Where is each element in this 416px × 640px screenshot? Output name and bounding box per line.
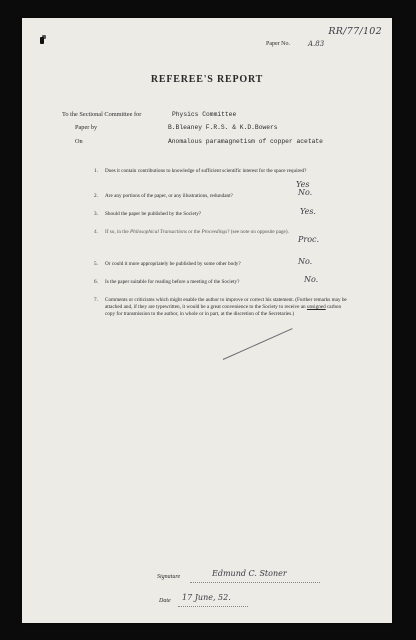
answer-3: Yes. <box>300 207 316 216</box>
answer-6: No. <box>304 275 319 284</box>
question-1 <box>94 168 352 175</box>
question-text-part: carbon copy for transmission to the author, in whole or in part, at the discretion of the Secretaries.) <box>105 304 342 317</box>
question-number: 1. <box>94 168 98 174</box>
handwritten-stroke <box>223 328 293 360</box>
question-number: 7. <box>94 297 98 303</box>
question-text-part: or the <box>186 229 202 235</box>
question-text: Should the paper be published by the Society? <box>105 211 202 217</box>
question-number: 3. <box>94 211 98 217</box>
question-7 <box>94 297 352 318</box>
paper-by-label: Paper by <box>75 124 98 131</box>
referee-report-sheet <box>22 18 392 623</box>
question-text: Does it contain contributions to knowledge of sufficient scientific interest for the space required? <box>105 168 307 174</box>
answer-2: No. <box>298 188 313 197</box>
archive-reference: RR/77/102 <box>328 26 382 37</box>
signature-line <box>190 581 320 583</box>
question-text-part: Comments or criticisms which might enable the author to improve or correct his statement. (Further remarks may be attached and, if they are typewritten, it would be a great convenience to the Society to receive an <box>105 297 347 310</box>
answer-4: Proc. <box>298 235 320 244</box>
answer-5: No. <box>298 257 313 266</box>
question-text: Is the paper suitable for reading before a meeting of the Society? <box>105 279 240 285</box>
question-text-part: ? (see note on opposite page). <box>227 229 289 235</box>
punch-hole <box>40 37 44 44</box>
question-2 <box>94 193 352 200</box>
journal-name-proceedings: Proceedings <box>201 229 228 235</box>
question-number: 5. <box>94 261 98 267</box>
signature-label: Signature <box>157 574 181 580</box>
date-handwritten: 17 June, 52. <box>182 593 231 602</box>
signature-handwritten: Edmund C. Stoner <box>212 569 287 578</box>
question-number: 4. <box>94 229 98 235</box>
paper-number-value: A.83 <box>308 40 325 48</box>
paper-number-label: Paper No. <box>266 41 290 47</box>
question-text-part: If so, in the <box>105 229 130 235</box>
subject-label: On <box>75 138 83 145</box>
question-text: Are any portions of the paper, or any illustrations, redundant? <box>105 193 233 199</box>
committee-value: Physics Committee <box>172 111 237 118</box>
question-number: 6. <box>94 279 98 285</box>
answer-1: Yes <box>296 180 310 189</box>
subject-value: Anomalous paramagnetism of copper acetate <box>168 138 323 145</box>
paper-by-value: B.Bleaney F.R.S. & K.D.Bowers <box>168 124 278 131</box>
question-text-underlined: unsigned <box>306 304 326 310</box>
question-number: 2. <box>94 193 98 199</box>
page-title: REFEREE'S REPORT <box>150 74 264 85</box>
journal-name-transactions: Philosophical Transactions <box>129 229 187 235</box>
date-label: Date <box>159 598 171 604</box>
question-5 <box>94 261 352 268</box>
committee-label: To the Sectional Committee for <box>62 111 142 118</box>
question-text: Or could it more appropriately be published by some other body? <box>105 261 241 267</box>
date-line <box>178 605 248 607</box>
